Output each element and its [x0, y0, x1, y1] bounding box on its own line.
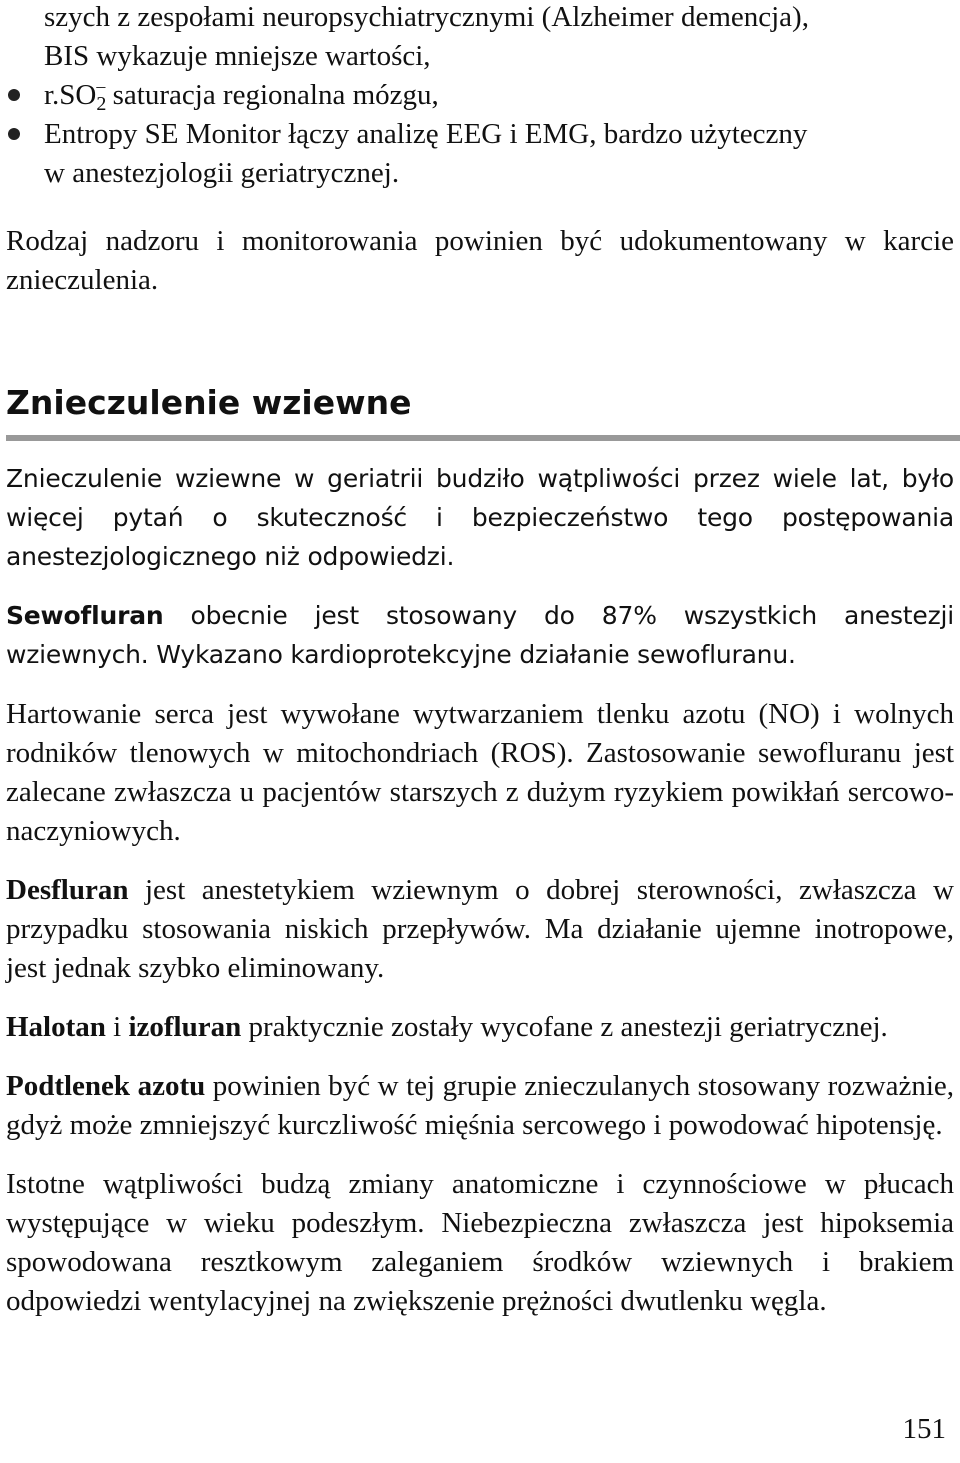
halotan-text: praktycznie zostały wycofane z anestezji geriatrycznej. [241, 1011, 888, 1043]
monitoring-paragraph-block [6, 222, 954, 300]
paragraph-podtlenek [6, 1067, 954, 1145]
entropy-line-1: Entropy SE Monitor łączy analizę EEG i EMG, bardzo użyteczny [44, 118, 808, 150]
rso2-prefix: r.SO [44, 79, 97, 111]
paragraph-intro: Znieczulenie wziewne w geriatrii budziło wątpliwości przez wiele lat, było więcej pytań o skuteczność i bezpieczeństwo tego postępowania anestezjologicznego niż odpowiedzi. [6, 464, 954, 571]
bullet-dot-icon [8, 128, 20, 140]
heading-rule [6, 435, 960, 441]
serif-body [6, 695, 954, 1321]
rso2-superscript: – [96, 76, 106, 96]
paragraph-halotan [6, 1008, 954, 1047]
term-izofluran: izofluran [128, 1011, 242, 1043]
term-sewofluran: Sewofluran [6, 601, 164, 630]
bullet-item-rso2 [6, 76, 954, 115]
page-number: 151 [902, 1413, 946, 1445]
bullet-item-entropy-cont [6, 154, 954, 193]
rso2-subscript: 2 [96, 93, 107, 115]
continuation-line-1: szych z zespołami neuropsychiatrycznymi (Alzheimer demencja), [44, 1, 809, 33]
term-podtlenek-azotu: Podtlenek azotu [6, 1070, 206, 1102]
monitoring-paragraph: Rodzaj nadzoru i monitorowania powinien być udokumentowany w karcie znieczulenia. [6, 225, 954, 296]
podtlenek-text: powinien być w tej grupie znieczulanych stosowany rozważnie, gdyż może zmniejszyć kurczliwość mięśnia sercowego i powodować hipotensję. [6, 1070, 954, 1141]
paragraph-sewofluran [6, 596, 954, 674]
rso2-text: saturacja regionalna mózgu, [105, 79, 439, 111]
term-halotan: Halotan [6, 1011, 106, 1043]
section-body [6, 459, 954, 674]
paragraph-hartowanie: Hartowanie serca jest wywołane wytwarzaniem tlenku azotu (NO) i wolnych rodników tlenowych w mitochondriach (ROS). Zastosowanie sewofluranu jest zalecane zwłaszcza u pacjentów starszych z dużym ryzykiem powikłań sercowo-naczyniowych. [6, 698, 954, 847]
continuation-line-2: BIS wykazuje mniejsze wartości, [44, 40, 431, 72]
paragraph-watpliwosci: Istotne wątpliwości budzą zmiany anatomiczne i czynnościowe w płucach występujące w wieku podeszłym. Niebezpieczna zwłaszcza jest hipoksemia spowodowana resztkowym zaleganiem środków wziewnych i brakiem odpowiedzi wentylacyjnej na zwiększenie prężności dwutlenku węgla. [6, 1168, 954, 1317]
bullet-item-entropy [6, 115, 954, 154]
sewofluran-text: obecnie jest stosowany do 87% wszystkich anestezji wziewnych. Wykazano kardioprotekcyjne działanie sewofluranu. [6, 601, 954, 669]
continuation-block [44, 0, 954, 76]
term-desfluran: Desfluran [6, 874, 129, 906]
section-heading: Znieczulenie wziewne [6, 383, 412, 422]
section-header [6, 383, 960, 441]
entropy-line-2: w anestezjologii geriatrycznej. [44, 157, 400, 189]
halotan-and: i [105, 1011, 129, 1043]
desfluran-text: jest anestetykiem wziewnym o dobrej sterowności, zwłaszcza w przypadku stosowania niskich przepływów. Ma działanie ujemne inotropowe, jest jednak szybko eliminowany. [6, 874, 954, 984]
bullet-dot-icon [8, 89, 20, 101]
paragraph-desfluran [6, 871, 954, 988]
bullet-list [6, 76, 954, 193]
